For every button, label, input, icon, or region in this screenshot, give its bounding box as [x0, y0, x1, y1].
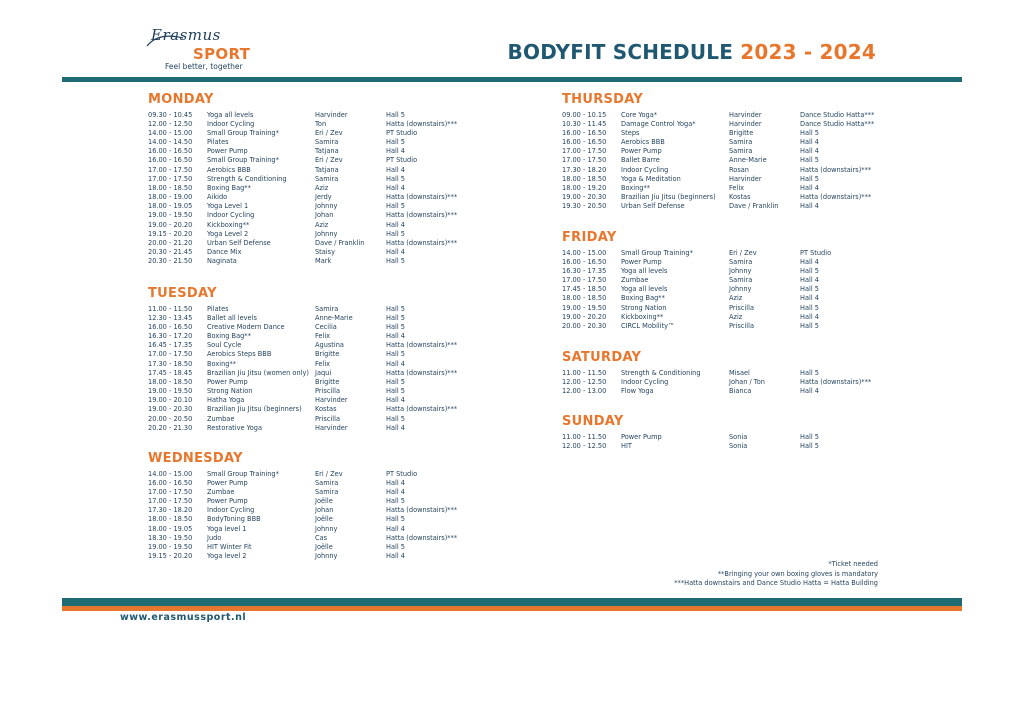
class-instructor: Eri / Zev — [315, 128, 343, 137]
class-time: 16.00 - 16.50 — [148, 147, 193, 156]
class-name: Boxing Bag** — [207, 332, 251, 341]
class-location: Hall 5 — [800, 321, 819, 330]
class-instructor: Samira — [729, 147, 753, 156]
class-instructor: Kostas — [729, 193, 751, 202]
class-location: Hall 5 — [386, 322, 405, 331]
class-time: 11.00 - 11.50 — [562, 432, 607, 441]
class-name: Aerobics Steps BBB — [207, 350, 272, 359]
class-instructor: Brigitte — [315, 377, 340, 386]
class-name: Hatha Yoga — [207, 396, 245, 405]
brand-script: Erasmus — [151, 26, 221, 44]
class-instructor: Johnny — [315, 202, 338, 211]
class-instructor: Johnny — [729, 285, 752, 294]
class-location: Hall 5 — [386, 414, 405, 423]
class-time: 17.00 - 17.50 — [562, 276, 607, 285]
class-location: Hall 4 — [386, 478, 405, 487]
class-instructor: Dave / Franklin — [729, 202, 779, 211]
class-instructor: Dave / Franklin — [315, 239, 365, 248]
class-instructor: Jerdy — [315, 193, 332, 202]
class-name: Indoor Cycling — [207, 506, 255, 515]
class-instructor: Anne-Marie — [729, 156, 767, 165]
class-name: Yoga all levels — [621, 266, 668, 275]
class-time: 20.30 - 21.50 — [148, 257, 193, 266]
class-name: Kickboxing** — [621, 312, 664, 321]
class-instructor: Sonia — [729, 441, 748, 450]
class-location: Hall 5 — [386, 497, 405, 506]
class-time: 18.00 - 18.50 — [562, 294, 607, 303]
class-name: Flow Yoga — [621, 386, 654, 395]
class-name: HIT Winter Fit — [207, 542, 252, 551]
class-time: 09.00 - 10.15 — [562, 110, 607, 119]
class-location: Hatta (downstairs)*** — [800, 165, 872, 174]
class-instructor: Eri / Zev — [315, 469, 343, 478]
class-name: Yoga Level 1 — [207, 202, 249, 211]
class-time: 17.00 - 17.50 — [562, 147, 607, 156]
class-name: Creative Modern Dance — [207, 322, 285, 331]
class-name: Damage Control Yoga* — [621, 119, 696, 128]
class-instructor: Priscilla — [729, 321, 755, 330]
class-instructor: Johan / Ton — [729, 377, 765, 386]
class-name: Strong Nation — [207, 387, 253, 396]
class-name: Power Pump — [207, 497, 248, 506]
class-name: Brazilian Jiu Jitsu (women only) — [207, 368, 309, 377]
footnote: *Ticket needed — [828, 560, 878, 568]
class-name: Indoor Cycling — [207, 119, 255, 128]
class-location: Hall 5 — [800, 174, 819, 183]
class-instructor: Samira — [729, 276, 753, 285]
class-name: Core Yoga* — [621, 110, 658, 119]
class-name: Strength & Conditioning — [207, 174, 287, 183]
class-time: 19.00 - 19.50 — [562, 303, 607, 312]
class-time: 16.00 - 16.50 — [148, 322, 193, 331]
class-time: 18.00 - 18.50 — [148, 377, 193, 386]
class-instructor: Felix — [315, 332, 331, 341]
class-location: Hall 4 — [800, 147, 819, 156]
class-name: BodyToning BBB — [207, 515, 261, 524]
class-instructor: Joëlle — [315, 497, 333, 506]
class-name: Yoga & Meditation — [621, 174, 681, 183]
class-location: Hall 5 — [800, 303, 819, 312]
class-name: Zumbae — [207, 414, 235, 423]
class-location: Hall 5 — [386, 174, 405, 183]
class-location: Hall 5 — [386, 202, 405, 211]
class-name: Yoga Level 2 — [207, 229, 249, 238]
class-instructor: Harvinder — [315, 110, 348, 119]
class-time: 12.00 - 12.50 — [562, 441, 607, 450]
class-location: Hall 4 — [386, 487, 405, 496]
class-name: Boxing** — [621, 183, 651, 192]
class-location: Hall 5 — [800, 128, 819, 137]
class-time: 12.00 - 12.50 — [148, 119, 193, 128]
class-time: 11.00 - 11.50 — [148, 304, 193, 313]
class-time: 19.30 - 20.50 — [562, 202, 607, 211]
class-location: Hall 5 — [386, 304, 405, 313]
class-location: Hall 5 — [386, 350, 405, 359]
website-link[interactable]: www.erasmussport.nl — [120, 612, 247, 623]
class-name: Aerobics BBB — [621, 138, 665, 147]
class-time: 17.00 - 17.50 — [148, 174, 193, 183]
class-location: PT Studio — [386, 469, 418, 478]
class-time: 17.00 - 17.50 — [148, 165, 193, 174]
class-location: Hall 4 — [386, 165, 405, 174]
class-time: 18.00 - 18.50 — [562, 174, 607, 183]
class-name: Zumbae — [207, 487, 235, 496]
class-instructor: Johnny — [315, 524, 338, 533]
class-instructor: Eri / Zev — [729, 248, 757, 257]
class-location: Hall 5 — [386, 138, 405, 147]
class-instructor: Priscilla — [315, 414, 341, 423]
footnote: **Bringing your own boxing gloves is mandatory — [717, 569, 878, 578]
class-name: Boxing Bag** — [621, 294, 665, 303]
class-location: Hall 4 — [386, 552, 405, 561]
class-location: Hall 4 — [800, 138, 819, 147]
class-location: Hall 5 — [386, 542, 405, 551]
class-time: 16.45 - 17.35 — [148, 341, 193, 350]
class-name: Pilates — [207, 138, 229, 147]
class-location: Hatta (downstairs)*** — [386, 506, 458, 515]
class-time: 09.30 - 10.45 — [148, 110, 193, 119]
class-name: Pilates — [207, 304, 229, 313]
class-time: 17.00 - 17.50 — [148, 497, 193, 506]
class-time: 20.00 - 20.50 — [148, 414, 193, 423]
class-time: 14.00 - 15.00 — [148, 128, 193, 137]
class-location: Hatta (downstairs)*** — [386, 239, 458, 248]
day-heading-sunday: SUNDAY — [562, 414, 624, 429]
day-heading-thursday: THURSDAY — [562, 92, 644, 107]
class-instructor: Samira — [729, 257, 753, 266]
class-location: PT Studio — [386, 156, 418, 165]
class-time: 14.00 - 14.50 — [148, 138, 193, 147]
day-heading-tuesday: TUESDAY — [148, 286, 217, 301]
class-location: Hall 4 — [386, 248, 405, 257]
class-time: 19.15 - 20.20 — [148, 229, 193, 238]
class-name: Brazilian Jiu Jitsu (beginners) — [207, 405, 302, 414]
class-location: Hall 4 — [386, 524, 405, 533]
class-location: Hall 4 — [800, 183, 819, 192]
class-instructor: Harvinder — [315, 423, 348, 432]
class-instructor: Bianca — [729, 386, 752, 395]
class-location: Hatta (downstairs)*** — [386, 405, 458, 414]
class-time: 14.00 - 15.00 — [148, 469, 193, 478]
brand-logo — [145, 26, 255, 74]
class-location: Hall 5 — [386, 257, 405, 266]
class-instructor: Sonia — [729, 432, 748, 441]
class-location: Hall 5 — [386, 229, 405, 238]
class-instructor: Joëlle — [315, 515, 333, 524]
class-time: 12.00 - 12.50 — [562, 377, 607, 386]
day-heading-friday: FRIDAY — [562, 230, 617, 245]
class-name: Yoga level 1 — [207, 524, 247, 533]
class-instructor: Jaqui — [315, 368, 332, 377]
class-instructor: Agustina — [315, 341, 344, 350]
class-time: 19.00 - 19.50 — [148, 211, 193, 220]
class-time: 16.00 - 16.50 — [148, 478, 193, 487]
footnotes — [674, 560, 878, 589]
class-instructor: Rosan — [729, 165, 749, 174]
class-location: Hatta (downstairs)*** — [800, 193, 872, 202]
class-location: Hall 4 — [800, 312, 819, 321]
class-location: Hall 5 — [800, 266, 819, 275]
class-name: Indoor Cycling — [207, 211, 255, 220]
class-instructor: Harvinder — [729, 119, 762, 128]
class-time: 19.00 - 19.50 — [148, 542, 193, 551]
footer-bar-orange — [62, 606, 962, 611]
class-location: Hatta (downstairs)*** — [386, 533, 458, 542]
class-location: Dance Studio Hatta*** — [800, 110, 875, 119]
class-name: Yoga all levels — [621, 285, 668, 294]
class-location: Hall 4 — [386, 183, 405, 192]
class-instructor: Samira — [315, 487, 339, 496]
class-name: Power Pump — [207, 478, 248, 487]
class-name: Yoga level 2 — [207, 552, 247, 561]
class-location: Hall 5 — [386, 313, 405, 322]
class-time: 16.00 - 16.50 — [148, 156, 193, 165]
class-location: Hall 5 — [386, 387, 405, 396]
class-name: Aikido — [207, 193, 228, 202]
class-location: Hall 4 — [800, 294, 819, 303]
class-location: Hall 4 — [800, 257, 819, 266]
class-instructor: Joëlle — [315, 542, 333, 551]
class-time: 12.30 - 13.45 — [148, 313, 193, 322]
class-time: 10.30 - 11.45 — [562, 119, 607, 128]
class-name: Soul Cycle — [207, 341, 242, 350]
class-location: Hall 5 — [800, 285, 819, 294]
class-location: Hall 4 — [386, 332, 405, 341]
day-heading-saturday: SATURDAY — [562, 350, 642, 365]
class-instructor: Tatjana — [315, 147, 339, 156]
class-instructor: Samira — [315, 174, 339, 183]
class-time: 18.00 - 19.20 — [562, 183, 607, 192]
class-name: Small Group Training* — [621, 248, 693, 257]
class-location: Hall 5 — [800, 432, 819, 441]
class-time: 16.00 - 16.50 — [562, 128, 607, 137]
class-name: Small Group Training* — [207, 156, 279, 165]
class-name: Restorative Yoga — [207, 423, 263, 432]
class-time: 20.00 - 21.20 — [148, 239, 193, 248]
class-instructor: Cas — [315, 533, 328, 542]
class-time: 14.00 - 15.00 — [562, 248, 607, 257]
class-instructor: Brigitte — [729, 128, 754, 137]
class-location: Hall 5 — [800, 156, 819, 165]
class-name: Power Pump — [621, 432, 662, 441]
class-instructor: Kostas — [315, 405, 337, 414]
class-time: 19.00 - 20.20 — [148, 220, 193, 229]
class-location: PT Studio — [386, 128, 418, 137]
class-instructor: Felix — [729, 183, 745, 192]
class-location: Hall 4 — [800, 386, 819, 395]
class-name: Small Group Training* — [207, 128, 279, 137]
class-instructor: Mark — [315, 257, 332, 266]
title-years: 2023 - 2024 — [740, 40, 876, 64]
day-heading-wednesday: WEDNESDAY — [148, 451, 243, 466]
class-location: Hall 4 — [386, 220, 405, 229]
class-name: Zumbae — [621, 276, 649, 285]
class-name: Urban Self Defense — [207, 239, 271, 248]
brand-tagline: Feel better, together — [165, 62, 243, 71]
class-time: 19.00 - 19.50 — [148, 387, 193, 396]
class-location: Hatta (downstairs)*** — [800, 377, 872, 386]
class-time: 12.00 - 13.00 — [562, 386, 607, 395]
class-time: 18.00 - 19.05 — [148, 524, 193, 533]
class-instructor: Samira — [315, 304, 339, 313]
class-name: Ballet all levels — [207, 313, 257, 322]
class-time: 20.30 - 21.45 — [148, 248, 193, 257]
class-location: Hall 4 — [800, 276, 819, 285]
class-instructor: Cecilia — [315, 322, 337, 331]
class-time: 19.00 - 20.30 — [148, 405, 193, 414]
class-time: 20.20 - 21.30 — [148, 423, 193, 432]
class-name: Kickboxing** — [207, 220, 250, 229]
class-time: 18.30 - 19.50 — [148, 533, 193, 542]
page-title — [508, 40, 876, 64]
class-instructor: Johan — [315, 211, 334, 220]
class-location: Dance Studio Hatta*** — [800, 119, 875, 128]
class-time: 18.00 - 19.00 — [148, 193, 193, 202]
class-name: Strong Nation — [621, 303, 667, 312]
class-instructor: Samira — [315, 478, 339, 487]
class-instructor: Samira — [729, 138, 753, 147]
class-time: 19.00 - 20.10 — [148, 396, 193, 405]
header-divider — [62, 77, 962, 82]
class-instructor: Misael — [729, 368, 750, 377]
class-instructor: Aziz — [315, 220, 329, 229]
class-time: 17.45 - 18.50 — [562, 285, 607, 294]
class-name: Steps — [621, 128, 640, 137]
class-name: Boxing Bag** — [207, 183, 251, 192]
footnote: ***Hatta downstairs and Dance Studio Hatta = Hatta Building — [674, 579, 878, 588]
class-instructor: Priscilla — [315, 387, 341, 396]
class-time: 17.30 - 18.20 — [148, 506, 193, 515]
class-location: PT Studio — [800, 248, 832, 257]
class-time: 18.00 - 18.50 — [148, 515, 193, 524]
class-instructor: Brigitte — [315, 350, 340, 359]
class-location: Hall 5 — [386, 377, 405, 386]
class-name: Boxing** — [207, 359, 237, 368]
class-instructor: Harvinder — [729, 174, 762, 183]
class-instructor: Tatjana — [315, 165, 339, 174]
class-location: Hatta (downstairs)*** — [386, 211, 458, 220]
class-time: 18.00 - 18.50 — [148, 183, 193, 192]
class-name: Small Group Training* — [207, 469, 279, 478]
class-instructor: Harvinder — [315, 396, 348, 405]
class-name: Power Pump — [207, 377, 248, 386]
day-heading-monday: MONDAY — [148, 92, 214, 107]
class-time: 19.00 - 20.20 — [562, 312, 607, 321]
class-name: Strength & Conditioning — [621, 368, 701, 377]
class-name: Power Pump — [207, 147, 248, 156]
class-instructor: Staisy — [315, 248, 335, 257]
class-time: 18.00 - 19.05 — [148, 202, 193, 211]
class-location: Hatta (downstairs)*** — [386, 368, 458, 377]
class-location: Hall 5 — [800, 441, 819, 450]
class-instructor: Felix — [315, 359, 331, 368]
class-name: Ballet Barre — [621, 156, 660, 165]
class-location: Hall 4 — [386, 147, 405, 156]
class-name: Urban Self Defense — [621, 202, 685, 211]
class-time: 16.30 - 17.35 — [562, 266, 607, 275]
class-location: Hall 5 — [386, 515, 405, 524]
class-name: Indoor Cycling — [621, 377, 669, 386]
class-time: 17.00 - 17.50 — [148, 487, 193, 496]
class-time: 11.00 - 11.50 — [562, 368, 607, 377]
class-instructor: Aziz — [729, 294, 743, 303]
class-name: Dance Mix — [207, 248, 242, 257]
class-name: Yoga all levels — [207, 110, 254, 119]
class-name: Aerobics BBB — [207, 165, 251, 174]
class-instructor: Anne-Marie — [315, 313, 353, 322]
class-location: Hall 5 — [386, 110, 405, 119]
class-name: Naginata — [207, 257, 237, 266]
class-instructor: Eri / Zev — [315, 156, 343, 165]
class-instructor: Johnny — [729, 266, 752, 275]
class-instructor: Aziz — [315, 183, 329, 192]
footer-bar-teal — [62, 598, 962, 606]
class-time: 17.00 - 17.50 — [148, 350, 193, 359]
class-name: Brazilian Jiu Jitsu (beginners) — [621, 193, 716, 202]
class-time: 16.00 - 16.50 — [562, 138, 607, 147]
class-name: Indoor Cycling — [621, 165, 669, 174]
class-time: 17.45 - 18.45 — [148, 368, 193, 377]
class-instructor: Aziz — [729, 312, 743, 321]
class-location: Hall 4 — [800, 202, 819, 211]
class-instructor: Priscilla — [729, 303, 755, 312]
class-time: 17.00 - 17.50 — [562, 156, 607, 165]
class-instructor: Johan — [315, 506, 334, 515]
class-time: 20.00 - 20.30 — [562, 321, 607, 330]
brand-sport: SPORT — [193, 45, 251, 63]
class-time: 17.30 - 18.20 — [562, 165, 607, 174]
class-location: Hall 4 — [386, 396, 405, 405]
class-instructor: Samira — [315, 138, 339, 147]
title-main: BODYFIT SCHEDULE — [507, 40, 734, 64]
class-name: Power Pump — [621, 257, 662, 266]
class-name: Judo — [207, 533, 222, 542]
class-location: Hall 5 — [800, 368, 819, 377]
class-location: Hall 4 — [386, 423, 405, 432]
class-time: 19.15 - 20.20 — [148, 552, 193, 561]
class-name: Power Pump — [621, 147, 662, 156]
class-location: Hatta (downstairs)*** — [386, 341, 458, 350]
class-time: 19.00 - 20.30 — [562, 193, 607, 202]
class-location: Hall 4 — [386, 359, 405, 368]
class-time: 16.30 - 17.20 — [148, 332, 193, 341]
class-instructor: Johnny — [315, 229, 338, 238]
class-instructor: Harvinder — [729, 110, 762, 119]
class-name: CIRCL Mobility™ — [621, 321, 675, 330]
class-time: 17.30 - 18.50 — [148, 359, 193, 368]
class-location: Hatta (downstairs)*** — [386, 193, 458, 202]
class-location: Hatta (downstairs)*** — [386, 119, 458, 128]
class-instructor: Ton — [315, 119, 327, 128]
class-time: 16.00 - 16.50 — [562, 257, 607, 266]
class-instructor: Johnny — [315, 552, 338, 561]
class-name: HIT — [621, 441, 632, 450]
